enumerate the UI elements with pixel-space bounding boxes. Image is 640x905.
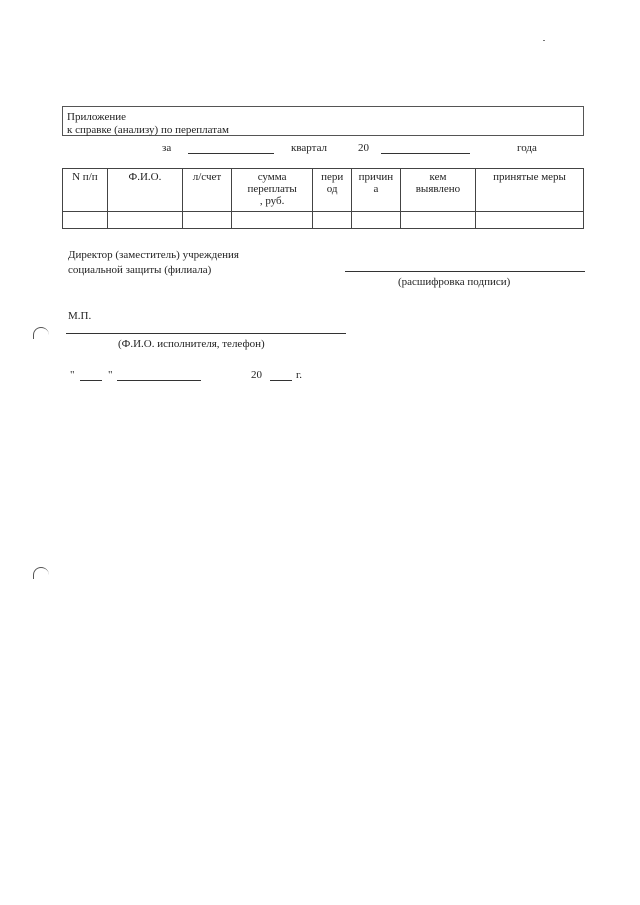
date-year-suffix: г.	[296, 369, 303, 381]
period-quarter-blank	[188, 153, 274, 154]
table-cell[interactable]	[107, 212, 182, 229]
overpayment-table	[62, 168, 584, 229]
appendix-header-box	[62, 106, 584, 136]
date-day-blank	[80, 380, 102, 381]
table-cell[interactable]	[63, 212, 108, 229]
director-title-line2: социальной защиты (филиала)	[68, 264, 212, 276]
table-cell[interactable]	[476, 212, 584, 229]
date-quote-close: "	[108, 369, 113, 381]
table-cell[interactable]	[351, 212, 400, 229]
stamp-label: М.П.	[68, 310, 92, 322]
period-za-label: за	[162, 142, 172, 154]
col-header: сумма переплаты , руб.	[231, 169, 312, 212]
executor-caption: (Ф.И.О. исполнителя, телефон)	[118, 338, 265, 350]
col-header: Ф.И.О.	[107, 169, 182, 212]
table-cell[interactable]	[183, 212, 232, 229]
binder-hole-mark	[33, 567, 49, 579]
scan-speck	[543, 40, 545, 41]
signature-blank	[345, 271, 585, 272]
table-cell[interactable]	[231, 212, 312, 229]
date-quote-open: "	[70, 369, 75, 381]
col-header: принятые меры	[476, 169, 584, 212]
col-header: кем выявлено	[400, 169, 475, 212]
binder-hole-mark	[33, 327, 49, 339]
date-year-blank	[270, 380, 292, 381]
col-header: пери од	[313, 169, 352, 212]
period-quarter-label: квартал	[291, 142, 328, 154]
table-header-row	[63, 169, 584, 212]
table-cell[interactable]	[400, 212, 475, 229]
appendix-subtitle: к справке (анализу) по переплатам	[67, 124, 230, 136]
date-year-prefix: 20	[251, 369, 262, 381]
signature-caption: (расшифровка подписи)	[398, 276, 511, 288]
col-header: причин а	[351, 169, 400, 212]
col-header: л/счет	[183, 169, 232, 212]
director-title-line1: Директор (заместитель) учреждения	[68, 249, 239, 261]
appendix-title: Приложение	[67, 111, 127, 123]
executor-blank	[66, 333, 346, 334]
period-goda-label: года	[517, 142, 537, 154]
table-cell[interactable]	[313, 212, 352, 229]
date-month-blank	[117, 380, 201, 381]
period-year-prefix: 20	[358, 142, 369, 154]
col-header: N п/п	[63, 169, 108, 212]
period-year-blank	[381, 153, 470, 154]
table-row	[63, 212, 584, 229]
